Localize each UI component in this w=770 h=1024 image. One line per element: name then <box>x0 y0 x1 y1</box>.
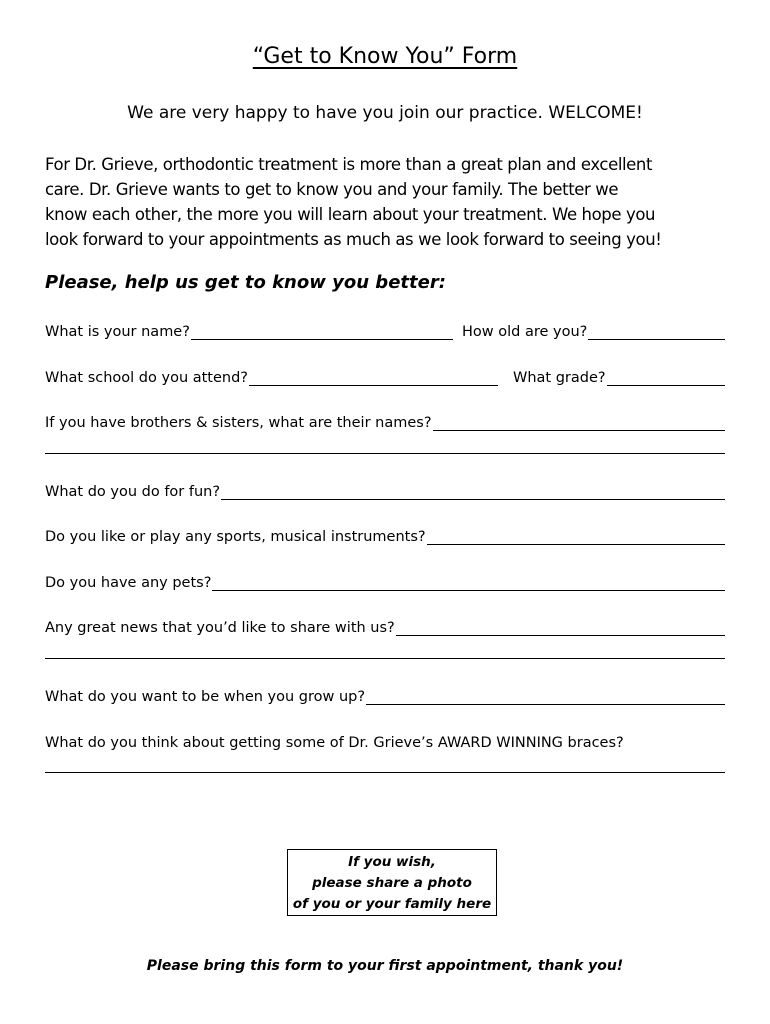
news-question <box>45 614 725 636</box>
pets-label: Do you have any pets? <box>45 575 212 591</box>
grade-question <box>513 364 725 386</box>
braces-question <box>45 729 725 751</box>
school-question <box>45 364 498 386</box>
intro-line: For Dr. Grieve, orthodontic treatment is more than a great plan and excellent <box>45 155 653 174</box>
siblings-extra-line[interactable] <box>45 453 725 454</box>
grade-field[interactable] <box>607 369 725 386</box>
school-field[interactable] <box>249 369 498 386</box>
pets-question <box>45 569 725 591</box>
grow-up-question <box>45 683 725 705</box>
sports-field[interactable] <box>427 528 725 545</box>
grade-label: What grade? <box>513 370 606 386</box>
intro-line: look forward to your appointments as much as we look forward to seeing you! <box>45 230 662 249</box>
intro-paragraph <box>45 152 735 252</box>
page-title: “Get to Know You” Form <box>252 44 518 69</box>
photo-box-line: of you or your family here <box>292 896 492 912</box>
sports-question <box>45 523 725 545</box>
welcome-message: We are very happy to have you join our practice. WELCOME! <box>127 103 643 123</box>
name-question <box>45 318 453 340</box>
siblings-label: If you have brothers & sisters, what are their names? <box>45 415 432 431</box>
fun-field[interactable] <box>221 483 725 500</box>
school-label: What school do you attend? <box>45 370 249 386</box>
news-label: Any great news that you’d like to share with us? <box>45 620 395 636</box>
footer-note: Please bring this form to your first appointment, thank you! <box>146 958 624 974</box>
name-field[interactable] <box>191 323 453 340</box>
sports-label: Do you like or play any sports, musical instruments? <box>45 529 426 545</box>
grow-up-field[interactable] <box>366 688 725 705</box>
age-label: How old are you? <box>462 324 588 340</box>
fun-question <box>45 478 725 500</box>
fun-label: What do you do for fun? <box>45 484 221 500</box>
section-heading: Please, help us get to know you better: <box>45 272 446 293</box>
grow-up-label: What do you want to be when you grow up? <box>45 689 366 705</box>
photo-box[interactable] <box>287 849 497 916</box>
news-field[interactable] <box>396 619 725 636</box>
braces-label: What do you think about getting some of Dr. Grieve’s AWARD WINNING braces? <box>45 735 624 751</box>
photo-box-line: If you wish, <box>348 854 436 870</box>
braces-answer-line[interactable] <box>45 772 725 773</box>
photo-box-line: please share a photo <box>312 875 472 891</box>
age-field[interactable] <box>588 323 725 340</box>
intro-line: care. Dr. Grieve wants to get to know you and your family. The better we <box>45 180 619 199</box>
intro-line: know each other, the more you will learn about your treatment. We hope you <box>45 205 656 224</box>
age-question <box>462 318 725 340</box>
pets-field[interactable] <box>212 574 725 591</box>
name-label: What is your name? <box>45 324 190 340</box>
news-extra-line[interactable] <box>45 658 725 659</box>
siblings-question <box>45 409 725 431</box>
siblings-field[interactable] <box>433 414 725 431</box>
